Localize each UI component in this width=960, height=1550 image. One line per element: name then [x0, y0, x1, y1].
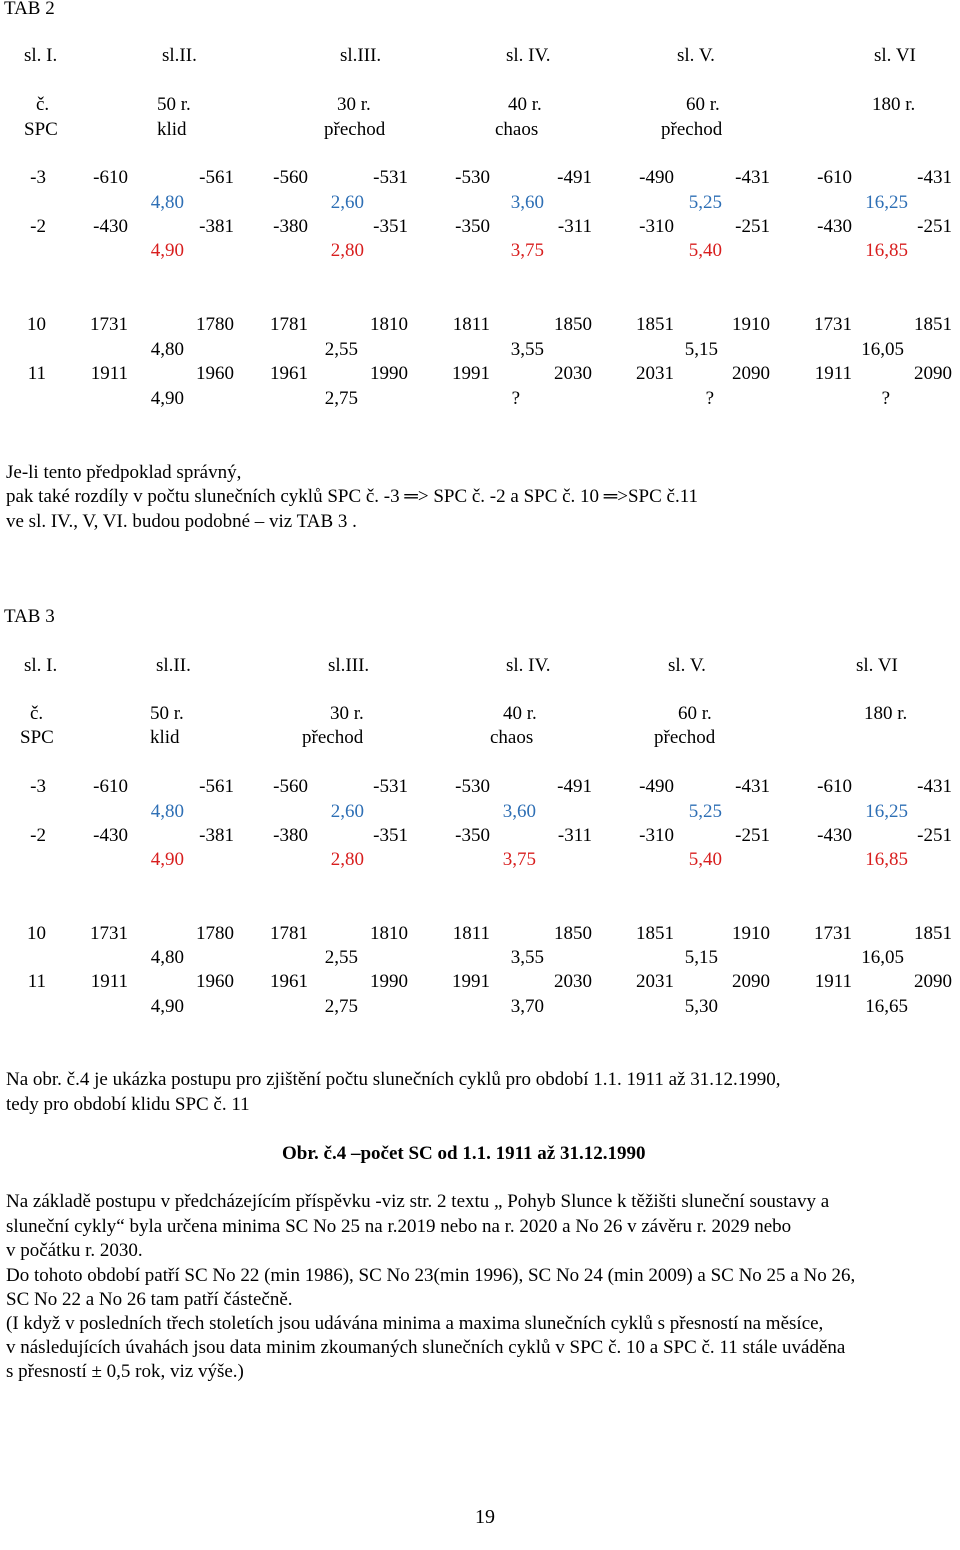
sl-label: sl. V.	[668, 655, 706, 676]
value-cell: 16,65	[865, 996, 908, 1017]
paragraph-line: tedy pro období klidu SPC č. 11	[6, 1094, 250, 1115]
table-cell: 1811	[452, 314, 490, 335]
table-cell: 11	[27, 363, 46, 384]
table-cell: -310	[639, 825, 674, 846]
paragraph-line: v následujících úvahách jsou data minim zkoumaných slunečních cyklů v SPC č. 10 a SPC č. 11 stále uváděna	[6, 1337, 846, 1358]
red-value: 16,85	[865, 849, 908, 870]
year-span: 180 r.	[872, 94, 916, 115]
number-label: č.	[30, 703, 44, 724]
table-cell: -530	[455, 776, 490, 797]
table-cell: -311	[557, 216, 592, 237]
sl-label: sl. VI	[856, 655, 898, 676]
table-cell: -610	[93, 167, 128, 188]
table-cell: -610	[817, 167, 852, 188]
table-cell: 1781	[270, 923, 308, 944]
table-cell: -491	[557, 776, 592, 797]
paragraph-line: (I když v posledních třech stoletích jsou udávána minima a maxima slunečních cyklů s přesností na měsíce,	[6, 1313, 824, 1334]
table-cell: -430	[817, 216, 852, 237]
paragraph-line: v počátku r. 2030.	[6, 1240, 143, 1261]
year-span: 60 r.	[686, 94, 720, 115]
value-cell: 5,30	[684, 996, 718, 1017]
table-cell: 1911	[814, 971, 852, 992]
table-cell: -531	[373, 776, 408, 797]
table-cell: -431	[917, 167, 952, 188]
year-span: 50 r.	[150, 703, 184, 724]
blue-value: 16,25	[865, 192, 908, 213]
blue-value: 4,80	[150, 801, 184, 822]
value-cell: 4,80	[150, 339, 184, 360]
table-cell: 1911	[90, 363, 128, 384]
sl-label: sl. I.	[24, 45, 58, 66]
year-span: 60 r.	[678, 703, 712, 724]
table-cell: 1991	[452, 363, 490, 384]
unknown-value: ?	[705, 388, 714, 409]
phase-label: klid	[157, 119, 187, 140]
table-cell: 1851	[636, 923, 674, 944]
table-cell: 1911	[90, 971, 128, 992]
table-cell: -530	[455, 167, 490, 188]
red-value: 5,40	[688, 849, 722, 870]
paragraph-line: Je-li tento předpoklad správný,	[6, 462, 242, 483]
red-value: 3,75	[510, 240, 544, 261]
table-cell: -561	[199, 776, 234, 797]
paragraph-line: SC No 22 a No 26 tam patří částečně.	[6, 1289, 293, 1310]
table-cell: 1990	[370, 363, 408, 384]
value-cell: 2,75	[324, 996, 358, 1017]
phase-label: přechod	[654, 727, 716, 748]
sl-label: sl.III.	[340, 45, 382, 66]
year-span: 180 r.	[864, 703, 908, 724]
table-cell: 10	[27, 923, 46, 944]
phase-label: chaos	[495, 119, 539, 140]
sl-label: sl.III.	[328, 655, 370, 676]
table-cell: -430	[93, 216, 128, 237]
red-value: 16,85	[865, 240, 908, 261]
red-value: 5,40	[688, 240, 722, 261]
red-value: 3,75	[502, 849, 536, 870]
table-cell: -3	[30, 167, 46, 188]
table-cell: 1810	[370, 314, 408, 335]
figure-caption: Obr. č.4 –počet SC od 1.1. 1911 až 31.12.1990	[282, 1143, 646, 1164]
year-span: 50 r.	[157, 94, 191, 115]
table-cell: -251	[917, 216, 952, 237]
table-cell: 1780	[196, 923, 234, 944]
table-cell: -560	[273, 167, 308, 188]
table-cell: 2030	[554, 971, 592, 992]
table-cell: -560	[273, 776, 308, 797]
table-cell: -430	[93, 825, 128, 846]
table-cell: 1731	[814, 314, 852, 335]
page-number: 19	[475, 1506, 495, 1528]
sl-label: sl. IV.	[506, 45, 551, 66]
table-cell: 1851	[914, 314, 952, 335]
value-cell: 4,90	[150, 996, 184, 1017]
table-cell: -610	[93, 776, 128, 797]
table-cell: 1810	[370, 923, 408, 944]
table-cell: 1850	[554, 923, 592, 944]
table-cell: -3	[30, 776, 46, 797]
table-cell: 1851	[914, 923, 952, 944]
table-cell: -251	[917, 825, 952, 846]
blue-value: 2,60	[330, 801, 364, 822]
table-cell: 1850	[554, 314, 592, 335]
table-cell: 1781	[270, 314, 308, 335]
table-cell: -381	[199, 216, 234, 237]
unknown-value: ?	[511, 388, 520, 409]
table-cell: 2090	[732, 363, 770, 384]
blue-value: 2,60	[330, 192, 364, 213]
table-cell: 2090	[732, 971, 770, 992]
year-span: 40 r.	[508, 94, 542, 115]
table-cell: -351	[373, 825, 408, 846]
year-span: 30 r.	[337, 94, 371, 115]
value-cell: 2,55	[324, 947, 358, 968]
phase-label: chaos	[490, 727, 534, 748]
table-cell: 1960	[196, 363, 234, 384]
table-cell: -380	[273, 825, 308, 846]
table-cell: -251	[735, 216, 770, 237]
table-cell: -431	[735, 167, 770, 188]
table-cell: -431	[917, 776, 952, 797]
phase-label: přechod	[302, 727, 364, 748]
unknown-value: ?	[881, 388, 890, 409]
table-cell: 2090	[914, 971, 952, 992]
sl-label: sl. V.	[677, 45, 715, 66]
table-cell: -380	[273, 216, 308, 237]
value-cell: 3,70	[510, 996, 544, 1017]
spc-label: SPC	[24, 119, 58, 140]
table-cell: 1910	[732, 923, 770, 944]
value-cell: 4,90	[150, 388, 184, 409]
table-cell: -351	[373, 216, 408, 237]
blue-value: 16,25	[865, 801, 908, 822]
red-value: 4,90	[150, 240, 184, 261]
table-cell: 11	[27, 971, 46, 992]
table-cell: 1990	[370, 971, 408, 992]
paragraph-line: ve sl. IV., V, VI. budou podobné – viz TAB 3 .	[6, 511, 357, 532]
value-cell: 5,15	[684, 339, 718, 360]
value-cell: 16,05	[861, 947, 904, 968]
table-cell: 2031	[636, 971, 674, 992]
table-cell: 1780	[196, 314, 234, 335]
table-cell: 1731	[814, 923, 852, 944]
paragraph-line: Do tohoto období patří SC No 22 (min 1986), SC No 23(min 1996), SC No 24 (min 2009) a SC No 25 a No 26,	[6, 1265, 856, 1286]
year-span: 30 r.	[330, 703, 364, 724]
table-cell: -2	[30, 825, 46, 846]
spc-label: SPC	[20, 727, 54, 748]
paragraph-line: Na obr. č.4 je ukázka postupu pro zjištění počtu slunečních cyklů pro období 1.1. 1911 až 31.12.1990,	[6, 1069, 781, 1090]
tab3-title: TAB 3	[4, 606, 55, 627]
year-span: 40 r.	[503, 703, 537, 724]
table-cell: -311	[557, 825, 592, 846]
table-cell: -430	[817, 825, 852, 846]
table-cell: 1910	[732, 314, 770, 335]
blue-value: 3,60	[502, 801, 536, 822]
value-cell: 3,55	[510, 947, 544, 968]
value-cell: 16,05	[861, 339, 904, 360]
sl-label: sl. IV.	[506, 655, 551, 676]
table-cell: -610	[817, 776, 852, 797]
phase-label: klid	[150, 727, 180, 748]
table-cell: -490	[639, 167, 674, 188]
value-cell: 5,15	[684, 947, 718, 968]
red-value: 4,90	[150, 849, 184, 870]
value-cell: 4,80	[150, 947, 184, 968]
paragraph-line: Na základě postupu v předcházejícím příspěvku -viz str. 2 textu „ Pohyb Slunce k těžišti sluneční soustavy a	[6, 1191, 830, 1212]
table-cell: -561	[199, 167, 234, 188]
table-cell: 2030	[554, 363, 592, 384]
table-cell: 1731	[90, 923, 128, 944]
table-cell: -490	[639, 776, 674, 797]
table-cell: 1960	[196, 971, 234, 992]
table-cell: 1961	[270, 971, 308, 992]
number-label: č.	[36, 94, 50, 115]
blue-value: 5,25	[688, 801, 722, 822]
paragraph-line: pak také rozdíly v počtu slunečních cyklů SPC č. -3 ═> SPC č. -2 a SPC č. 10 ═>SPC č.11	[6, 486, 699, 507]
value-cell: 2,55	[324, 339, 358, 360]
table-cell: -350	[455, 825, 490, 846]
phase-label: přechod	[661, 119, 723, 140]
table-cell: 2031	[636, 363, 674, 384]
table-cell: -431	[735, 776, 770, 797]
table-cell: 1811	[452, 923, 490, 944]
table-cell: 1961	[270, 363, 308, 384]
table-cell: 1911	[814, 363, 852, 384]
value-cell: 3,55	[510, 339, 544, 360]
red-value: 2,80	[330, 240, 364, 261]
table-cell: 10	[27, 314, 46, 335]
blue-value: 4,80	[150, 192, 184, 213]
value-cell: 2,75	[324, 388, 358, 409]
paragraph-line: sluneční cykly“ byla určena minima SC No 25 na r.2019 nebo na r. 2020 a No 26 v závěru r. 2029 nebo	[6, 1216, 792, 1237]
sl-label: sl.II.	[156, 655, 191, 676]
table-cell: -350	[455, 216, 490, 237]
sl-label: sl. I.	[24, 655, 58, 676]
table-cell: 2090	[914, 363, 952, 384]
red-value: 2,80	[330, 849, 364, 870]
paragraph-line: s přesností ± 0,5 rok, viz výše.)	[6, 1361, 244, 1382]
table-cell: -251	[735, 825, 770, 846]
sl-label: sl. VI	[874, 45, 916, 66]
table-cell: -491	[557, 167, 592, 188]
tab2-title: TAB 2	[4, 0, 55, 19]
phase-label: přechod	[324, 119, 386, 140]
table-cell: 1851	[636, 314, 674, 335]
sl-label: sl.II.	[162, 45, 197, 66]
table-cell: -310	[639, 216, 674, 237]
table-cell: -381	[199, 825, 234, 846]
table-cell: -2	[30, 216, 46, 237]
table-cell: 1991	[452, 971, 490, 992]
table-cell: 1731	[90, 314, 128, 335]
blue-value: 5,25	[688, 192, 722, 213]
table-cell: -531	[373, 167, 408, 188]
blue-value: 3,60	[510, 192, 544, 213]
